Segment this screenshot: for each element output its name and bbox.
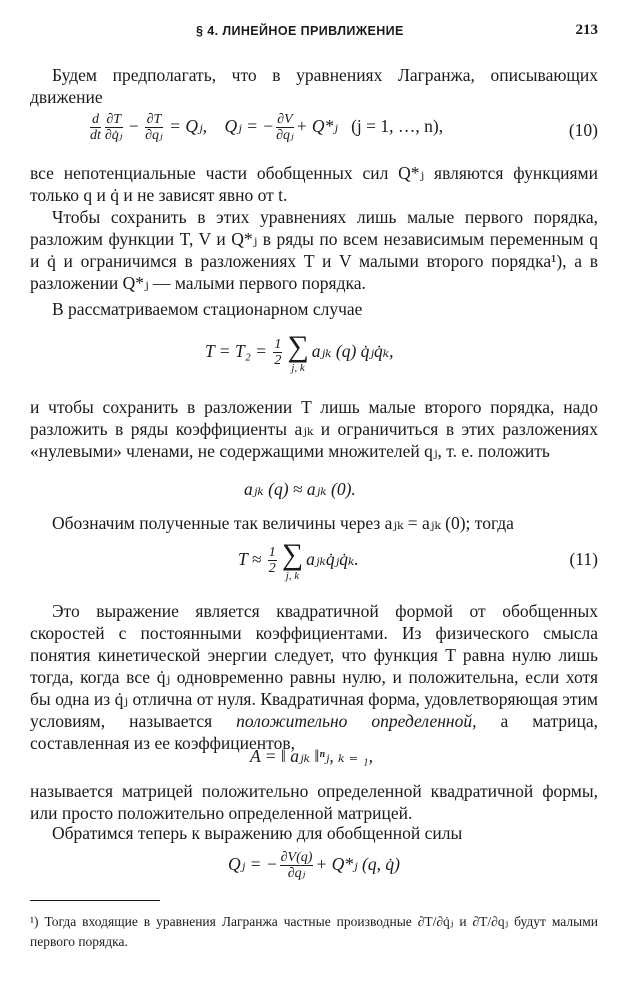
fraction: $\frac{\partial T}{\text{∂q̇ⱼ}}$: [104, 112, 123, 143]
equation-kinetic-energy: T = T₂ = $\frac{1}{2}$ ∑ j, k aⱼₖ (q) q̇ⱼq̇ₖ,: [205, 330, 394, 374]
q-definition-right: + Q*ⱼ: [295, 116, 338, 137]
equation-rhs: = Qⱼ,: [169, 116, 207, 137]
paragraph-text: Чтобы сохранить в этих уравнениях лишь малые первого порядка, разложим функции T, V и Q*ⱼ в ряды по всем независимым переменным q и q̇ и ограничимся в разложениях T и V малыми второго порядка¹), а в разложении Q*ⱼ — малыми первого порядка.: [30, 207, 598, 293]
paragraph: [30, 206, 598, 294]
equation-number: (10): [568, 120, 598, 140]
page-number: 213: [575, 22, 598, 38]
q-definition-left: Qⱼ = −: [224, 116, 275, 137]
paragraph-text: Обозначим полученные так величины через aⱼₖ = aⱼₖ (0); тогда: [52, 513, 514, 533]
equation-10: $\frac{d}{dt}$ $\frac{\partial T}{\text{∂q̇ⱼ}}$ − $\frac{\partial T}{\text{∂qⱼ}}$ = Qⱼ, Qⱼ = − $\frac{\partial V}{\text{∂qⱼ}}$ + Q*ⱼ (j = 1, …, n),: [90, 112, 444, 143]
paragraph: [30, 298, 598, 320]
paragraph: [30, 396, 598, 462]
paragraph: [30, 162, 598, 206]
equation-11: T ≈ $\frac{1}{2}$ ∑ j, k aⱼₖq̇ⱼq̇ₖ.: [238, 538, 359, 582]
paragraph: [30, 822, 598, 844]
paragraph-intro: [30, 64, 598, 108]
fraction: $\frac{\partial T}{\text{∂qⱼ}}$: [145, 112, 163, 143]
paragraph-text: все непотенциальные части обобщенных сил Q*ⱼ являются функциями только q и q̇ и не зависят явно от t.: [30, 163, 598, 205]
fraction: $\frac{\partial V}{\text{∂qⱼ}}$: [276, 112, 294, 143]
paragraph-text: называется матрицей положительно определенной квадратичной формы, или просто положительно определенной матрицей.: [30, 781, 598, 823]
paragraph-text: Обратимся теперь к выражению для обобщенной силы: [52, 823, 463, 843]
emphasis-term: положительно определенной,: [236, 711, 477, 731]
sum-symbol: ∑ j, k: [287, 330, 309, 374]
sum-symbol: ∑ j, k: [281, 538, 304, 582]
paragraph: [30, 600, 598, 754]
footnote: ¹) Тогда входящие в уравнения Лагранжа частные производные ∂T/∂q̇ⱼ и ∂T/∂qⱼ будут малыми первого порядка.: [30, 914, 598, 949]
fraction: $\frac{\partial V(q)}{\text{∂qⱼ}}$: [280, 850, 313, 881]
index-range: (j = 1, …, n),: [351, 116, 444, 137]
fraction: $\frac{1}{2}$: [268, 545, 276, 576]
paragraph-text: В рассматриваемом стационарном случае: [52, 299, 363, 319]
paragraph: [30, 780, 598, 824]
footnote-divider: [30, 900, 160, 901]
equation-matrix: A = ‖ aⱼₖ ‖ⁿⱼ, ₖ ₌ ₁,: [250, 746, 373, 766]
paragraph-text: Будем предполагать, что в уравнениях Лагранжа, описывающих движение: [30, 65, 598, 107]
paragraph-text: Это выражение является квадратичной формой от обобщенных скоростей с постоянными коэффициентами. Из физического смысла понятия кинетической энергии следует, что функция T равна нулю лишь тогда, когда все q̇ⱼ одновременно равны нулю, и положительна, если хотя бы одна из q̇ⱼ отлична от нуля. Квадратичная форма, удовлетворяющая этим условиям, называется положительно определенной, а матрица, составленная из ее коэффициентов,: [30, 601, 598, 753]
paragraph: [30, 512, 598, 534]
equation-approx: aⱼₖ (q) ≈ aⱼₖ (0).: [244, 479, 356, 499]
fraction: $\frac{1}{2}$: [274, 337, 282, 368]
fraction: $\frac{d}{dt}$: [90, 112, 101, 143]
running-title: § 4. ЛИНЕЙНОЕ ПРИВЛИЖЕНИЕ: [196, 24, 404, 38]
equation-generalized-force: Qⱼ = − $\frac{\partial V(q)}{\text{∂qⱼ}}$ + Q*ⱼ (q, q̇): [228, 850, 400, 881]
equation-number: (11): [569, 549, 598, 569]
page-header: [0, 22, 638, 44]
paragraph-text: и чтобы сохранить в разложении T лишь малые второго порядка, надо разложить в ряды коэффициенты aⱼₖ и ограничиться в этих разложениях «нулевыми» членами, не содержащими множителей qⱼ, т. е. положить: [30, 397, 598, 461]
